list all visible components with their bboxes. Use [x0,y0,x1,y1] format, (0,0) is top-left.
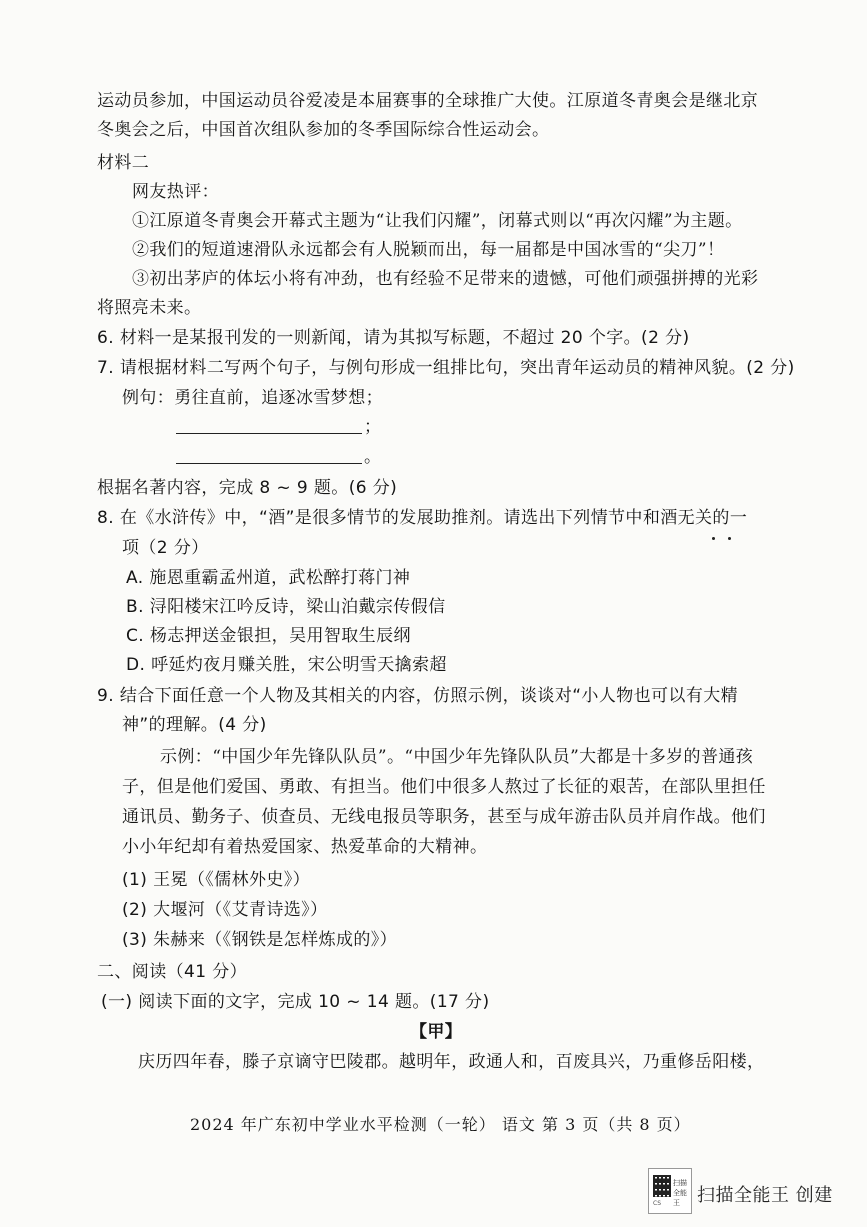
question-8-option-c: C. 杨志押送金银担，吴用智取生辰纲 [126,626,411,646]
question-9-example-line-4: 小小年纪却有着热爱国家、热爱革命的大精神。 [122,837,488,857]
material-two-heading: 材料二 [97,153,150,173]
classics-intro: 根据名著内容，完成 8 ~ 9 题。(6 分) [97,478,398,498]
question-9-example-line-1: 示例：“中国少年先锋队队员”。“中国少年先锋队队员”大都是十多岁的普通孩 [160,747,754,767]
scanner-logo-label-2: CS [653,1200,661,1207]
question-7-example: 例句：勇往直前，追逐冰雪梦想； [122,388,383,408]
question-8-option-a: A. 施恩重霸孟州道，武松醉打蒋门神 [126,568,411,588]
question-8-option-b: B. 浔阳楼宋江吟反诗，梁山泊戴宗传假信 [126,597,446,617]
reading-part-one-instructions: (一) 阅读下面的文字，完成 10 ~ 14 题。(17 分) [101,992,490,1012]
comment-item-2: ②我们的短道速滑队永远都会有人脱颖而出，每一届都是中国冰雪的“尖刀”！ [132,240,725,260]
emphasis-dot [712,537,715,540]
scanner-watermark-text: 扫描全能王 创建 [697,1185,833,1206]
comment-item-3-line-1: ③初出茅庐的体坛小将有冲劲，也有经验不足带来的遗憾，可他们顽强拼搏的光彩 [132,269,759,289]
answer-blank-2[interactable] [176,463,362,464]
question-9-stem-line-2: 神”的理解。(4 分) [122,715,267,735]
scanner-logo [648,1168,692,1214]
answer-blank-1[interactable] [176,433,362,434]
passage-jia-title: 【甲】 [410,1022,463,1042]
question-8-stem-line-2: 项（2 分） [122,538,209,558]
section-reading-heading: 二、阅读（41 分） [97,962,248,982]
question-6: 6. 材料一是某报刊发的一则新闻，请为其拟写标题，不超过 20 个字。(2 分) [97,328,690,348]
passage-continued-line-1: 运动员参加，中国运动员谷爱凌是本届赛事的全球推广大使。江原道冬青奥会是继北京 [97,91,759,111]
page-footer: 2024 年广东初中学业水平检测（一轮） 语文 第 3 页（共 8 页） [190,1115,691,1134]
question-9-example-line-2: 子，但是他们爱国、勇敢、有担当。他们中很多人熬过了长征的艰苦，在部队里担任 [122,777,766,797]
question-8-stem-line-1: 8. 在《水浒传》中，“酒”是很多情节的发展助推剂。请选出下列情节中和酒无关的一 [97,508,748,528]
question-9-choice-2: (2) 大堰河（《艾青诗选》） [122,900,328,920]
netizen-comments-intro: 网友热评： [132,182,219,202]
passage-continued-line-2: 冬奥会之后，中国首次组队参加的冬季国际综合性运动会。 [97,120,550,140]
question-9-choice-1: (1) 王冕（《儒林外史》） [122,870,311,890]
comment-item-3-line-2: 将照亮未来。 [97,298,202,318]
question-9-stem-line-1: 9. 结合下面任意一个人物及其相关的内容，仿照示例，谈谈对“小人物也可以有大精 [97,686,739,706]
emphasis-dot [728,537,731,540]
comment-item-1: ①江原道冬青奥会开幕式主题为“让我们闪耀”，闭幕式则以“再次闪耀”为主题。 [132,211,743,231]
answer-blank-2-punct: 。 [364,447,382,467]
answer-blank-1-punct: ； [364,417,382,437]
question-8-option-d: D. 呼延灼夜月赚关胜，宋公明雪天擒索超 [126,655,447,675]
question-7-stem: 7. 请根据材料二写两个句子，与例句形成一组排比句，突出青年运动员的精神风貌。(2 分) [97,358,795,378]
question-9-example-line-3: 通讯员、勤务子、侦查员、无线电报员等职务，甚至与成年游击队员并肩作战。他们 [122,807,766,827]
scanner-logo-label: 扫描全能王 [673,1179,687,1207]
qr-code-icon [653,1175,671,1197]
question-9-choice-3: (3) 朱赫来（《钢铁是怎样炼成的》） [122,930,398,950]
passage-jia-line-1: 庆历四年春，滕子京谪守巴陵郡。越明年，政通人和，百废具兴，乃重修岳阳楼， [138,1052,765,1072]
